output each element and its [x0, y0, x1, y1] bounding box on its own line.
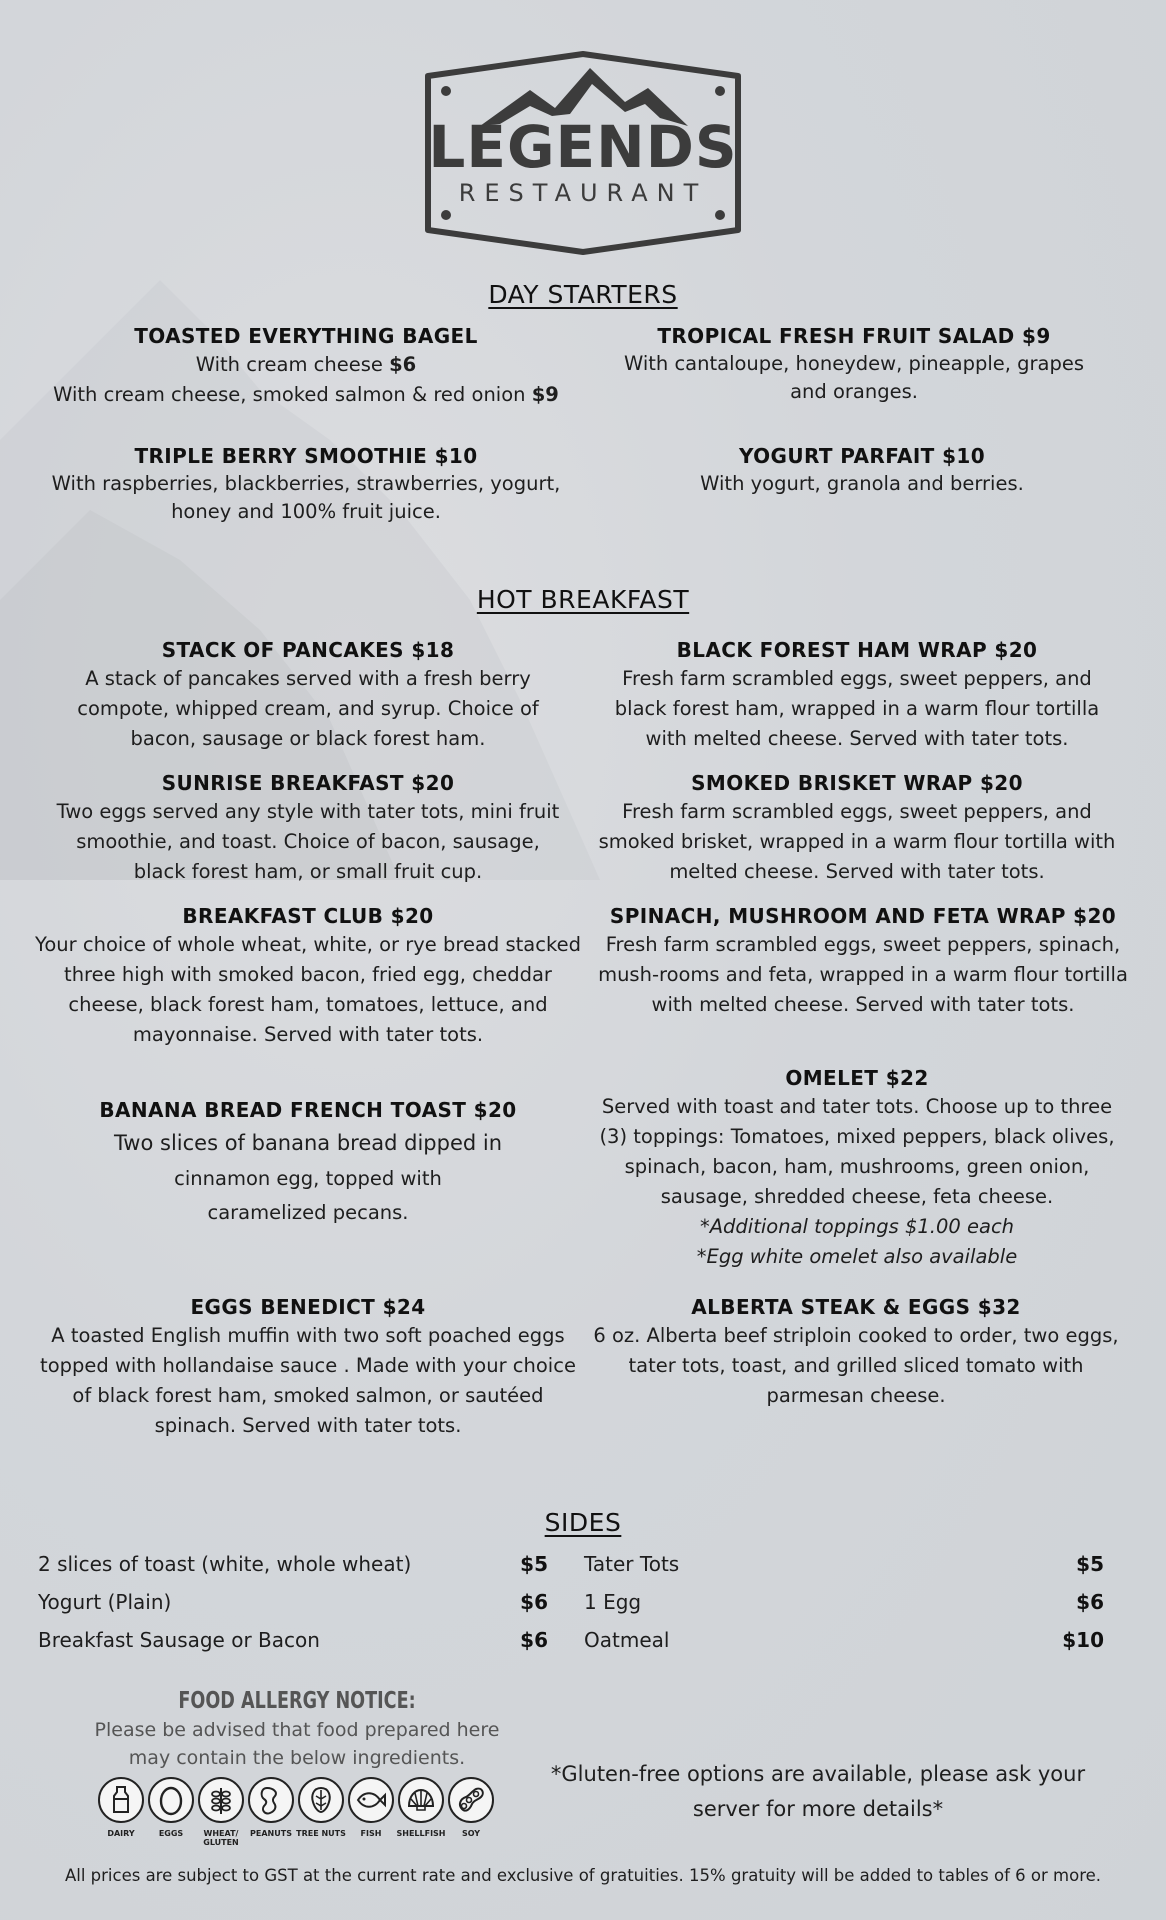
item-price: $6 — [389, 353, 417, 376]
item-title: TOASTED EVERYTHING BAGEL — [134, 324, 478, 348]
side-item — [38, 1552, 548, 1590]
menu-item-bagel — [30, 322, 582, 410]
item-desc: A toasted English muffin with two soft poached eggs topped with hollandaise sauce . Made with your choice of black forest ham, smoked salmon, or sautéed spinach. Served with tater tots. — [40, 1324, 576, 1437]
menu-item-sunrise-breakfast — [52, 769, 564, 887]
section-heading-hot-breakfast: HOT BREAKFAST — [476, 585, 690, 614]
menu-item-smoothie — [30, 442, 582, 526]
item-desc: Two eggs served any style with tater tots, mini fruit smoothie, and toast. Choice of bacon, sausage, black forest ham, or small fruit cup. — [56, 800, 560, 883]
item-title: YOGURT PARFAIT $10 — [738, 444, 986, 468]
allergy-title: FOOD ALLERGY NOTICE: — [178, 1688, 416, 1714]
item-title: BANANA BREAD FRENCH TOAST $20 — [99, 1098, 517, 1122]
side-name: Tater Tots — [584, 1552, 680, 1576]
side-price: $6 — [520, 1590, 548, 1614]
allergen-label: SOY — [461, 1829, 481, 1838]
item-title: EGGS BENEDICT $24 — [190, 1295, 426, 1319]
menu-item-omelet — [590, 1064, 1124, 1272]
side-name: Oatmeal — [584, 1628, 670, 1652]
item-title: TRIPLE BERRY SMOOTHIE $10 — [134, 444, 478, 468]
item-note: *Additional toppings $1.00 each — [699, 1215, 1015, 1238]
menu-item-spinach-wrap — [580, 902, 1146, 1020]
allergen-label: SHELLFISH — [396, 1829, 446, 1838]
menu-item-eggs-benedict — [40, 1293, 576, 1441]
menu-item-french-toast — [30, 1096, 586, 1230]
allergen-label: DAIRY — [107, 1829, 135, 1838]
side-item — [584, 1552, 1104, 1590]
eggs-icon — [148, 1777, 194, 1823]
allergy-line-2: may contain the below ingredients. — [128, 1747, 466, 1769]
allergy-notice — [80, 1686, 514, 1772]
item-desc: cinnamon egg, topped with — [174, 1167, 442, 1190]
item-desc: With cantaloupe, honeydew, pineapple, grapes and oranges. — [623, 352, 1085, 403]
side-price: $6 — [520, 1628, 548, 1652]
menu-item-brisket-wrap — [592, 769, 1122, 887]
menu-item-pancakes — [50, 636, 566, 754]
menu-item-fruit-salad — [618, 322, 1090, 406]
peanuts-icon — [248, 1777, 294, 1823]
item-desc: 6 oz. Alberta beef striploin cooked to order, two eggs, tater tots, toast, and grilled sliced tomato with parmesan cheese. — [593, 1324, 1119, 1407]
item-desc: Your choice of whole wheat, white, or rye bread stacked three high with smoked bacon, fried egg, cheddar cheese, black forest ham, tomatoes, lettuce, and mayonnaise. Served with tater tots. — [35, 933, 581, 1046]
item-desc-line-2 — [30, 380, 582, 410]
logo-subtitle: RESTAURANT — [458, 179, 708, 207]
item-desc: Fresh farm scrambled eggs, sweet peppers, and black forest ham, wrapped in a warm flour tortilla with melted cheese. Served with tater tots. — [614, 667, 1100, 750]
side-name: Yogurt (Plain) — [38, 1590, 172, 1614]
item-desc-line-1 — [30, 350, 582, 380]
logo-name: LEGENDS — [428, 113, 738, 181]
side-price: $5 — [1076, 1552, 1104, 1576]
menu-item-parfait — [582, 442, 1142, 498]
item-desc: A stack of pancakes served with a fresh berry compote, whipped cream, and syrup. Choice of bacon, sausage or black forest ham. — [77, 667, 539, 750]
menu-item-breakfast-club — [30, 902, 586, 1050]
wheat-gluten-icon — [198, 1777, 244, 1823]
dairy-icon — [98, 1777, 144, 1823]
gluten-note-line-1: *Gluten-free options are available, please ask your — [550, 1762, 1086, 1786]
fish-icon — [348, 1777, 394, 1823]
side-price: $6 — [1076, 1590, 1104, 1614]
soy-icon — [448, 1777, 494, 1823]
side-item — [38, 1628, 548, 1666]
allergen-label: TREE NUTS — [296, 1829, 346, 1838]
allergen-label: FISH — [360, 1829, 382, 1838]
item-desc: Served with toast and tater tots. Choose up to three (3) toppings: Tomatoes, mixed peppers, black olives, spinach, bacon, ham, mushrooms, green onion, sausage, shredded cheese, feta cheese. — [599, 1095, 1115, 1208]
allergen-label: WHEAT/ GLUTEN — [203, 1829, 239, 1847]
allergy-line-1: Please be advised that food prepared here — [94, 1719, 500, 1741]
gluten-free-note — [548, 1757, 1088, 1827]
side-price: $5 — [520, 1552, 548, 1576]
item-desc: Two slices of banana bread dipped in — [113, 1131, 503, 1155]
allergen-icons — [98, 1777, 508, 1847]
item-desc: Fresh farm scrambled eggs, sweet peppers, and smoked brisket, wrapped in a warm flour tortilla with melted cheese. Served with tater tots. — [598, 800, 1116, 883]
item-desc: With cream cheese, smoked salmon & red onion — [53, 383, 526, 406]
side-name: 2 slices of toast (white, whole wheat) — [38, 1552, 412, 1576]
section-heading-sides: SIDES — [544, 1508, 622, 1537]
restaurant-logo — [420, 50, 746, 256]
item-title: TROPICAL FRESH FRUIT SALAD $9 — [657, 324, 1051, 348]
item-title: STACK OF PANCAKES $18 — [161, 638, 455, 662]
sides-left-list — [38, 1552, 548, 1666]
item-desc: Fresh farm scrambled eggs, sweet peppers, spinach, mush-rooms and feta, wrapped in a warm flour tortilla with melted cheese. Served with tater tots. — [598, 933, 1128, 1016]
menu-item-ham-wrap — [600, 636, 1114, 754]
side-item — [584, 1628, 1104, 1666]
item-desc: With cream cheese — [195, 353, 383, 376]
section-heading-day-starters: DAY STARTERS — [488, 280, 678, 309]
item-desc: caramelized pecans. — [207, 1201, 409, 1224]
item-note: *Egg white omelet also available — [696, 1245, 1018, 1268]
footer-note: All prices are subject to GST at the current rate and exclusive of gratuities. 15% gratuity will be added to tables of 6 or more. — [64, 1866, 1102, 1885]
item-title: SPINACH, MUSHROOM AND FETA WRAP $20 — [609, 904, 1117, 928]
item-title: SMOKED BRISKET WRAP $20 — [691, 771, 1023, 795]
item-title: ALBERTA STEAK & EGGS $32 — [691, 1295, 1021, 1319]
side-price: $10 — [1062, 1628, 1104, 1652]
side-name: 1 Egg — [584, 1590, 642, 1614]
item-desc: With raspberries, blackberries, strawberries, yogurt, honey and 100% fruit juice. — [51, 472, 561, 523]
tree-nuts-icon — [298, 1777, 344, 1823]
shellfish-icon — [398, 1777, 444, 1823]
item-title: OMELET $22 — [785, 1066, 929, 1090]
menu-item-steak-eggs — [588, 1293, 1124, 1411]
item-title: BLACK FOREST HAM WRAP $20 — [676, 638, 1038, 662]
item-title: SUNRISE BREAKFAST $20 — [161, 771, 455, 795]
side-name: Breakfast Sausage or Bacon — [38, 1628, 320, 1652]
gluten-note-line-2: server for more details* — [692, 1797, 944, 1821]
allergen-label: PEANUTS — [250, 1829, 292, 1838]
item-title: BREAKFAST CLUB $20 — [182, 904, 434, 928]
item-desc: With yogurt, granola and berries. — [700, 472, 1024, 495]
item-price: $9 — [531, 383, 559, 406]
side-item — [584, 1590, 1104, 1628]
sides-right-list — [584, 1552, 1104, 1666]
side-item — [38, 1590, 548, 1628]
allergen-label: EGGS — [158, 1829, 184, 1838]
